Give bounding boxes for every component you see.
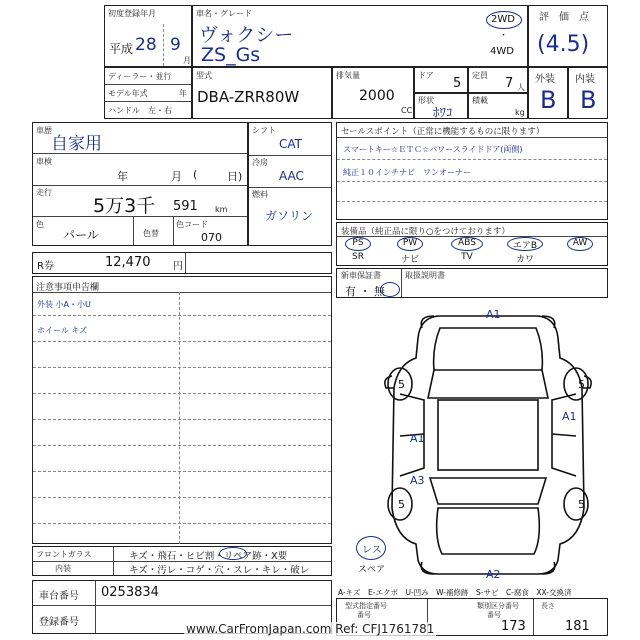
car-name-box (192, 5, 528, 67)
damage-code-left-side: A1 (410, 432, 425, 445)
load-box (468, 93, 528, 119)
damage-code-rear: A2 (486, 568, 501, 581)
bottom-label-2: 類別区分番号 (477, 602, 519, 610)
first-reg-box (104, 5, 192, 67)
bottom-label-1: 型式指定番号 (345, 602, 387, 610)
sales-points-box (336, 122, 608, 220)
color-code-label: 色コード (176, 220, 208, 229)
drive-dot: ・ (499, 31, 509, 41)
capacity-box (468, 67, 528, 93)
capacity-label: 定員 (472, 71, 488, 80)
first-reg-label: 初度登録年月 (108, 9, 156, 18)
capacity-unit: 人 (517, 83, 525, 92)
chassis-value: 0253834 (101, 585, 159, 600)
divider (33, 605, 331, 606)
ac-label: 冷房 (252, 158, 268, 167)
usage-value: 自家用 (51, 134, 102, 154)
mileage-unit: km (215, 205, 228, 214)
divider (173, 216, 174, 245)
equip-airbag: エアB (512, 241, 538, 251)
grade-ext-box (528, 67, 568, 119)
shape-box (414, 93, 468, 119)
damage-code-right-side: A1 (562, 410, 577, 423)
equip-pw: PW (402, 238, 418, 248)
equip-leather: カワ (515, 255, 534, 265)
inspection-month: 月 (171, 170, 182, 183)
dealer-label: ディーラー・並行 (108, 72, 172, 81)
notes-box (32, 276, 332, 544)
windshield-label: フロントガラス (36, 550, 92, 559)
tire-rear-left: 5 (398, 498, 405, 511)
car-name-value: ヴォクシー (199, 24, 294, 46)
shift-value: CAT (279, 137, 302, 151)
first-reg-month: 9 (170, 35, 181, 55)
crack-circle (219, 547, 247, 560)
equip-tv: TV (461, 252, 473, 262)
interior-value: キズ・汚レ・コゲ・穴・スレ・キレ・破レ (129, 565, 310, 576)
dashed-line (33, 471, 331, 472)
color-code-value: 070 (201, 231, 222, 244)
dealer-box (104, 67, 192, 119)
dashed-line (33, 445, 331, 446)
divider (133, 216, 134, 245)
history-box (32, 122, 248, 246)
divider (105, 101, 191, 102)
divider (33, 216, 247, 217)
car-name-label: 車名・グレード (196, 9, 252, 18)
divider (337, 137, 607, 138)
warranty-box (336, 268, 608, 298)
dashed-line (337, 181, 607, 182)
shape-value: ﾎﾜｺ (433, 106, 453, 121)
damage-code-front: A1 (486, 308, 501, 321)
model-value: DBA-ZRR80W (197, 88, 300, 106)
equip-sr: SR (352, 252, 364, 262)
year-month-divider (163, 24, 164, 66)
model-label: 型式 (196, 71, 212, 80)
chassis-label: 車台番号 (39, 591, 79, 602)
recycle-box (32, 252, 332, 274)
model-box (192, 67, 332, 119)
doors-label: ドア (418, 71, 434, 80)
dashed-line (337, 201, 607, 202)
condition-box (32, 546, 332, 576)
grade-int-value: B (580, 86, 597, 114)
damage-code-left-rear: A3 (410, 474, 425, 487)
first-reg-year: 28 (135, 35, 157, 55)
inspection-day: 日) (227, 170, 243, 183)
spec-box (248, 122, 332, 246)
equipment-label: 装備品（純正品に限り○をつけております） (341, 227, 510, 237)
divider (95, 581, 96, 633)
tire-front-left: 5 (398, 378, 405, 391)
sales-points-line2: 純正１０インチナビ ワンオーナー (343, 168, 471, 177)
load-unit: kg (515, 108, 525, 117)
first-reg-month-unit: 月 (183, 56, 191, 65)
divider (105, 84, 191, 85)
displacement-box (332, 67, 414, 119)
drive-4wd: 4WD (490, 46, 514, 57)
dashed-line (179, 292, 180, 544)
doors-box (414, 67, 468, 93)
grade-int-label: 内装 (575, 74, 595, 85)
bottom-label-1b: 番号 (357, 611, 371, 619)
divider (533, 599, 534, 635)
warranty-label: 新車保証書 (341, 271, 381, 280)
recycle-unit: 円 (173, 261, 183, 272)
score-box (528, 5, 608, 67)
notes-line1: 外装 小A・小U (37, 300, 91, 309)
divider (33, 292, 331, 293)
divider (33, 185, 247, 186)
model-year-unit: 年 (179, 89, 187, 98)
recycle-value: 12,470 (105, 255, 151, 270)
dashed-line (33, 393, 331, 394)
displacement-unit: CC (401, 106, 413, 115)
grade-ext-label: 外装 (535, 74, 555, 85)
divider (249, 155, 331, 156)
bottom-value-2: 173 (501, 619, 526, 634)
color-label: 色 (36, 220, 44, 229)
damage-legend: A-キズ E-エクボ U-凹み W-補修跡 S-サビ C-腐食 XX-交換済 (338, 588, 572, 597)
bottom-label-2b: 番号 (487, 611, 501, 619)
watermark: www.CarFromJapan.com Ref: CFJ1761781 (186, 622, 435, 636)
recycle-label: R券 (37, 261, 54, 272)
color-value: パール (63, 228, 99, 242)
shape-label: 形状 (418, 96, 434, 105)
displacement-value: 2000 (359, 88, 395, 104)
grade-ext-value: B (540, 86, 557, 114)
manual-label: 取扱説明書 (405, 271, 445, 280)
interior-label: 内装 (55, 564, 71, 573)
fuel-label: 燃料 (252, 190, 268, 199)
model-year-label: モデル年式 (108, 89, 148, 98)
notes-line2: ホイール キズ (37, 326, 88, 335)
divider (113, 547, 114, 575)
tire-rear-right: 5 (578, 498, 585, 511)
dashed-line (33, 315, 331, 316)
equipment-box (336, 222, 608, 266)
usage-label: 車歴 (36, 126, 52, 135)
inspection-label: 車検 (36, 157, 52, 166)
bottom-label-3: 長さ (541, 602, 555, 610)
drive-2wd: 2WD (491, 14, 515, 25)
equip-navi: ナビ (400, 255, 419, 265)
divider (249, 187, 331, 188)
dashed-line (337, 159, 607, 160)
doors-value: 5 (453, 76, 462, 91)
reg-no-label: 登録番号 (39, 617, 79, 628)
fuel-value: ガソリン (265, 209, 314, 223)
mileage-label: 走行 (36, 188, 52, 197)
equip-ps: PS (352, 238, 364, 248)
shift-label: シフト (252, 126, 276, 135)
dashed-line (33, 367, 331, 368)
ac-value: AAC (279, 169, 304, 183)
windshield-value: キズ・飛石・ヒビ割・リペア跡・X要 (129, 551, 288, 562)
notes-label: 注意事項申告欄 (36, 283, 100, 293)
dashed-line (33, 419, 331, 420)
mileage-value: 5万3千 (93, 195, 156, 217)
color-swap-label: 色替 (143, 229, 159, 238)
inspection-year: 年 (117, 170, 128, 183)
grade-int-box (568, 67, 608, 119)
divider (401, 269, 402, 297)
mileage-km-value: 591 (173, 199, 198, 214)
score-label: 評 価 点 (539, 12, 589, 23)
capacity-value: 7 (505, 76, 514, 91)
warranty-none-circle (380, 282, 400, 297)
load-label: 積載 (472, 96, 488, 105)
warranty-value: 有 ・ 無 (345, 285, 385, 298)
sales-points-line1: スマートキー☆ＥＴＣ☆パワースライドドア(両側) (343, 145, 523, 154)
spare-label: スペア (358, 565, 386, 575)
spare-mark: レス (362, 545, 382, 556)
tire-front-right: 5 (578, 378, 585, 391)
displacement-label: 排気量 (336, 71, 360, 80)
equip-aw: AW (572, 238, 588, 248)
dashed-line (33, 341, 331, 342)
first-reg-era: 平成 (109, 42, 134, 56)
inspection-open: ( (193, 168, 198, 181)
score-value: (4.5) (537, 32, 590, 57)
handle-label: ハンドル 左・右 (108, 106, 172, 115)
dashed-line (33, 497, 331, 498)
car-grade-value: ZS_Gs (201, 44, 261, 66)
bottom-value-3: 181 (565, 619, 590, 634)
sales-points-label: セールスポイント（正常に機能するものに限ります） (341, 127, 545, 137)
dashed-line (33, 523, 331, 524)
equip-abs: ABS (458, 238, 476, 248)
divider (33, 153, 247, 154)
divider (185, 253, 186, 273)
